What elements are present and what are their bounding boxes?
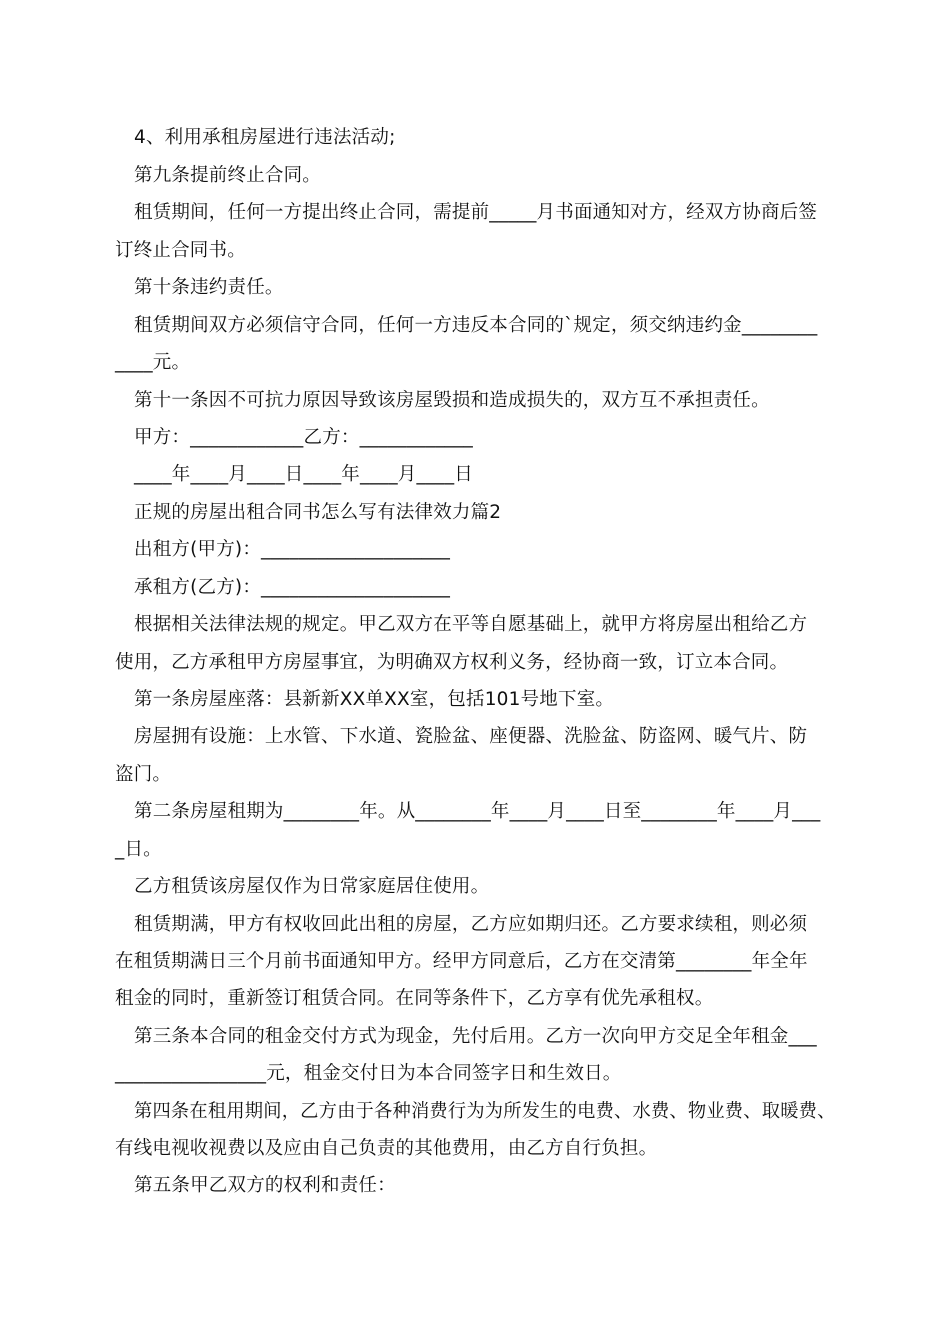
- signature-line: 甲方：____________乙方：____________: [134, 427, 474, 448]
- article-heading: 第一条房屋座落：县新新XX单XX室，包括101号地下室。: [134, 689, 615, 710]
- article-heading: 第九条提前终止合同。: [134, 165, 322, 186]
- article-heading: 第四条在租用期间，乙方由于各种消费行为为所发生的电费、水费、物业费、取暖费、: [134, 1101, 836, 1122]
- paragraph-text: _日。: [115, 839, 162, 860]
- lessee-field: 承租方(乙方)：____________________: [134, 577, 451, 598]
- article-heading: 第十条违约责任。: [134, 277, 284, 298]
- paragraph-text: 租赁期间，任何一方提出终止合同，需提前_____月书面通知对方，经双方协商后签: [134, 202, 818, 223]
- paragraph-text: ________________元，租金交付日为本合同签字日和生效日。: [115, 1063, 622, 1084]
- article-heading: 第三条本合同的租金交付方式为现金，先付后用。乙方一次向甲方交足全年租金___: [134, 1026, 817, 1047]
- paragraph-text: 盗门。: [115, 764, 172, 785]
- paragraph-text: 租赁期间双方必须信守合同，任何一方违反本合同的`规定，须交纳违约金________: [134, 315, 818, 336]
- article-heading: 第五条甲乙双方的权利和责任：: [134, 1175, 396, 1196]
- paragraph-text: 租金的同时，重新签订租赁合同。在同等条件下，乙方享有优先承租权。: [115, 988, 714, 1009]
- paragraph-text: 租赁期满，甲方有权收回此出租的房屋，乙方应如期归还。乙方要求续租，则必须: [134, 914, 808, 935]
- clause-text: 4、利用承租房屋进行违法活动;: [134, 127, 396, 148]
- lessor-field: 出租方(甲方)：____________________: [134, 539, 451, 560]
- date-line: ____年____月____日____年____月____日: [134, 464, 474, 485]
- paragraph-text: 房屋拥有设施：上水管、下水道、瓷脸盆、座便器、洗脸盆、防盗网、暖气片、防: [134, 726, 808, 747]
- paragraph-text: 根据相关法律法规的规定。甲乙双方在平等自愿基础上，就甲方将房屋出租给乙方: [134, 614, 808, 635]
- paragraph-text: 订终止合同书。: [115, 240, 246, 261]
- paragraph-text: 乙方租赁该房屋仅作为日常家庭居住使用。: [134, 876, 490, 897]
- paragraph-text: 在租赁期满日三个月前书面通知甲方。经甲方同意后，乙方在交清第________年全年: [115, 951, 808, 972]
- paragraph-text: ____元。: [115, 352, 191, 373]
- article-heading: 第二条房屋租期为________年。从________年____月____日至________年____月___: [134, 801, 821, 822]
- article-heading: 第十一条因不可抗力原因导致该房屋毁损和造成损失的，双方互不承担责任。: [134, 390, 770, 411]
- section-title: 正规的房屋出租合同书怎么写有法律效力篇2: [134, 502, 502, 523]
- paragraph-text: 有线电视收视费以及应由自己负责的其他费用，由乙方自行负担。: [115, 1138, 658, 1159]
- paragraph-text: 使用，乙方承租甲方房屋事宜，为明确双方权利义务，经协商一致，订立本合同。: [115, 652, 789, 673]
